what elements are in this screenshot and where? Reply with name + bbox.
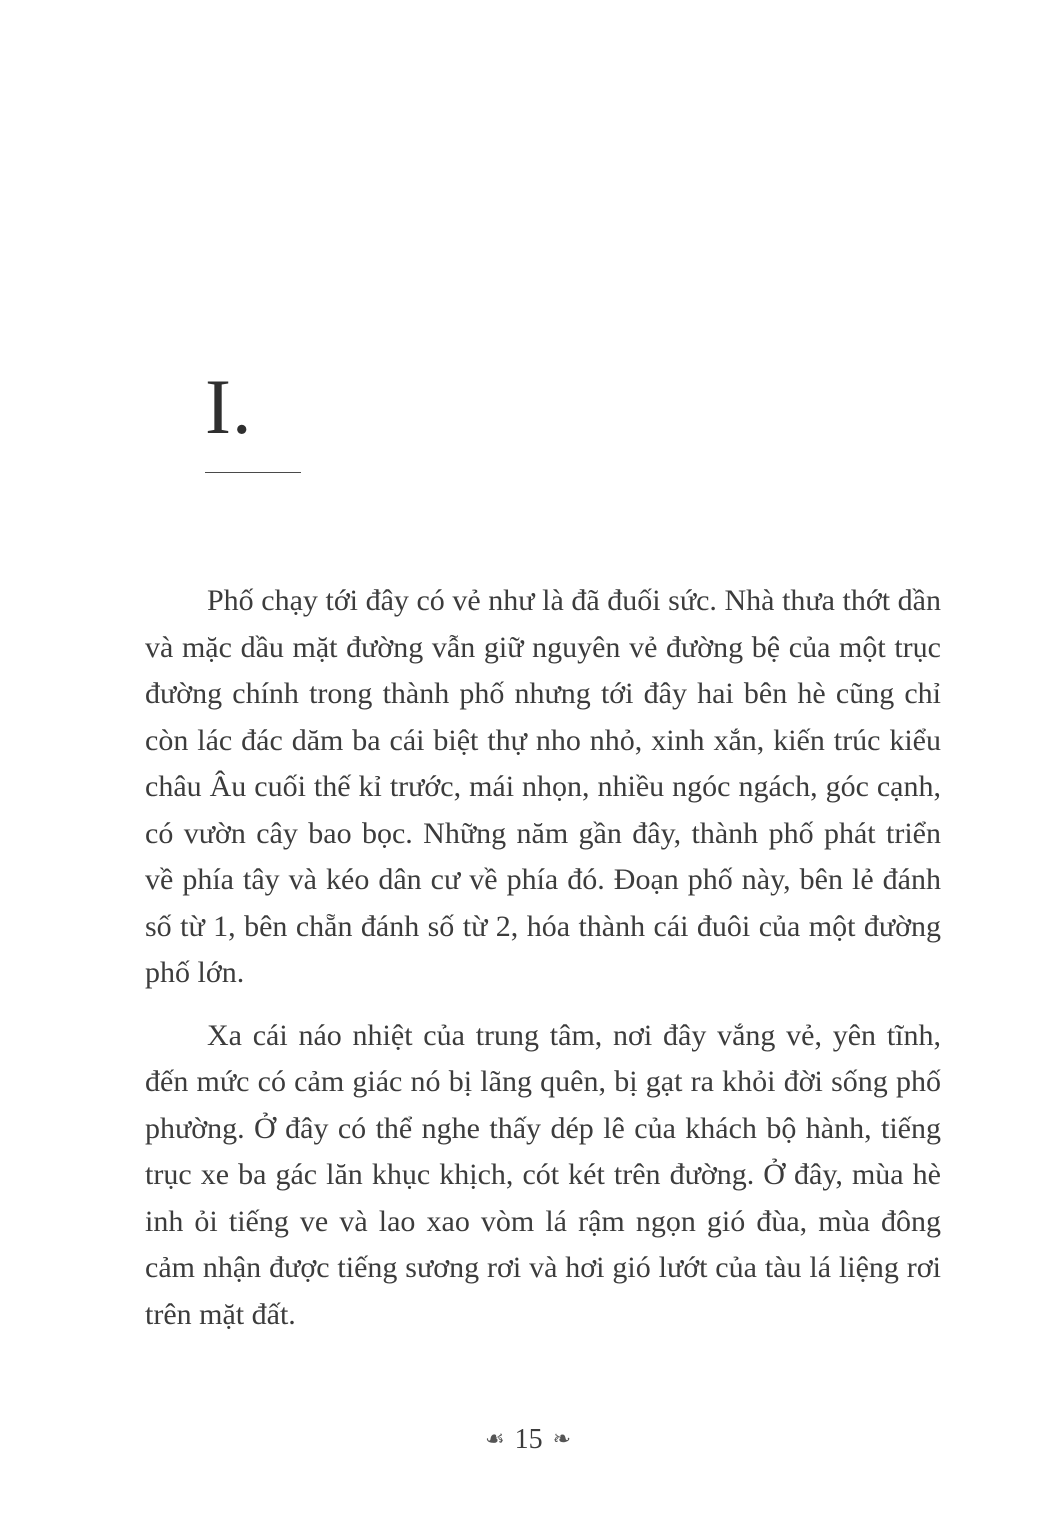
chapter-number: I. <box>205 363 253 450</box>
chapter-rule-divider <box>205 472 301 473</box>
paragraph-1: Phố chạy tới đây có vẻ như là đã đuối sức. Nhà thưa thớt dần và mặc dầu mặt đường vẫn giữ nguyên vẻ đường bệ của một trục đường chính trong thành phố nhưng tới đây hai bên hè cũng chỉ còn lác đác dăm ba cái biệt thự nho nhỏ, xinh xắn, kiến trúc kiểu châu Âu cuối thế kỉ trước, mái nhọn, nhiều ngóc ngách, góc cạnh, có vườn cây bao bọc. Những năm gần đây, thành phố phát triển về phía tây và kéo dân cư về phía đó. Đoạn phố này, bên lẻ đánh số từ 1, bên chẵn đánh số từ 2, hóa thành cái đuôi của một đường phố lớn. <box>145 584 941 989</box>
page-number: 15 <box>514 1424 543 1455</box>
paragraph-2: Xa cái náo nhiệt của trung tâm, nơi đây vắng vẻ, yên tĩnh, đến mức có cảm giác nó bị lãng quên, bị gạt ra khỏi đời sống phố phường. Ở đây có thể nghe thấy dép lê của khách bộ hành, tiếng trục xe ba gác lăn khục khịch, cót két trên đường. Ở đây, mùa hè inh ỏi tiếng ve và lao xao vòm lá rậm ngọn gió đùa, mùa đông cảm nhận được tiếng sương rơi và hơi gió lướt của tàu lá liệng rơi trên mặt đất. <box>145 1018 941 1331</box>
fleuron-left-icon: ☙ <box>484 1427 505 1452</box>
page-footer <box>0 1424 1056 1456</box>
body-text <box>145 578 941 1338</box>
chapter-heading <box>205 363 301 473</box>
fleuron-right-icon: ❧ <box>552 1427 572 1452</box>
